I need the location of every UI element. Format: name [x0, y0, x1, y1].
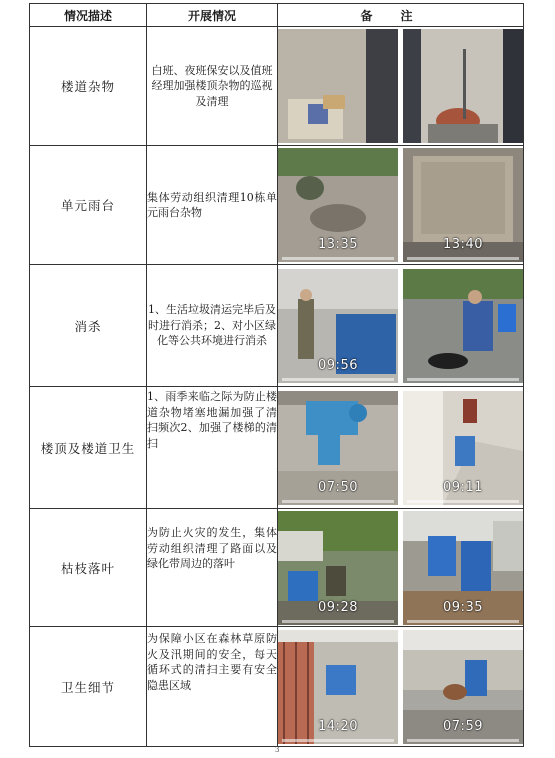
report-table — [29, 3, 524, 747]
photo-caption-strip — [407, 500, 519, 503]
photo — [278, 630, 398, 744]
photo — [278, 391, 398, 505]
category-cell: 卫生细节 — [30, 627, 147, 747]
photos-cell — [278, 509, 524, 627]
photo-caption-strip — [407, 257, 519, 260]
photo — [278, 269, 398, 383]
photo-caption-strip — [407, 739, 519, 742]
photo-caption-strip — [282, 620, 394, 623]
photo — [403, 511, 523, 625]
photos-cell — [278, 27, 524, 146]
photos-cell — [278, 387, 524, 509]
header-progress: 开展情况 — [147, 4, 278, 27]
photo-timestamp: 14:20 — [318, 718, 358, 734]
photo — [403, 29, 523, 143]
category-cell: 楼道杂物 — [30, 27, 147, 146]
photo-caption-strip — [407, 620, 519, 623]
table-row — [30, 27, 524, 146]
photo-caption-strip — [282, 378, 394, 381]
table-row — [30, 146, 524, 265]
category-cell: 枯枝落叶 — [30, 509, 147, 627]
category-cell: 楼顶及楼道卫生 — [30, 387, 147, 509]
description-cell: 1、雨季来临之际为防止楼道杂物堵塞地漏加强了清扫频次2、加强了楼梯的清扫 — [147, 387, 278, 509]
page-mark: 3 — [275, 746, 280, 754]
photo — [278, 29, 398, 143]
category-cell: 消杀 — [30, 265, 147, 387]
table-row — [30, 265, 524, 387]
table-row — [30, 387, 524, 509]
photo-caption-strip — [282, 257, 394, 260]
photo-timestamp: 13:40 — [443, 237, 483, 252]
photo-timestamp: 09:11 — [443, 479, 483, 495]
photo — [403, 269, 523, 383]
category-cell: 单元雨台 — [30, 146, 147, 265]
photo — [403, 148, 523, 262]
header-row — [30, 4, 524, 27]
description-cell: 白班、夜班保安以及值班经理加强楼顶杂物的巡视及清理 — [147, 27, 278, 146]
description-cell: 1、生活垃圾清运完毕后及时进行消杀；2、对小区绿化等公共环境进行消杀 — [147, 265, 278, 387]
photo — [278, 148, 398, 262]
photos-cell — [278, 627, 524, 747]
header-situation: 情况描述 — [30, 4, 147, 27]
description-cell: 为防止火灾的发生，集体劳动组织清理了路面以及绿化带周边的落叶 — [147, 509, 278, 627]
photo-timestamp: 09:28 — [318, 599, 358, 615]
photo-timestamp: 13:35 — [318, 237, 358, 252]
photo-timestamp: 07:59 — [443, 718, 483, 734]
photo-timestamp: 07:50 — [318, 479, 358, 495]
photo-caption-strip — [282, 500, 394, 503]
photo-caption-strip — [282, 739, 394, 742]
photo — [403, 391, 523, 505]
table-row — [30, 627, 524, 747]
description-cell: 为保障小区在森林草原防火及汛期间的安全，每天循环式的清扫主要有安全隐患区域 — [147, 627, 278, 747]
photo-timestamp: 09:35 — [443, 599, 483, 615]
photo — [278, 511, 398, 625]
description-cell: 集体劳动组织清理10栋单元雨台杂物 — [147, 146, 278, 265]
table-row — [30, 509, 524, 627]
photos-cell — [278, 265, 524, 387]
photo-timestamp: 09:56 — [318, 357, 358, 373]
photos-cell — [278, 146, 524, 265]
header-notes: 备注 — [278, 4, 524, 27]
photo — [403, 630, 523, 744]
photo-caption-strip — [407, 378, 519, 381]
